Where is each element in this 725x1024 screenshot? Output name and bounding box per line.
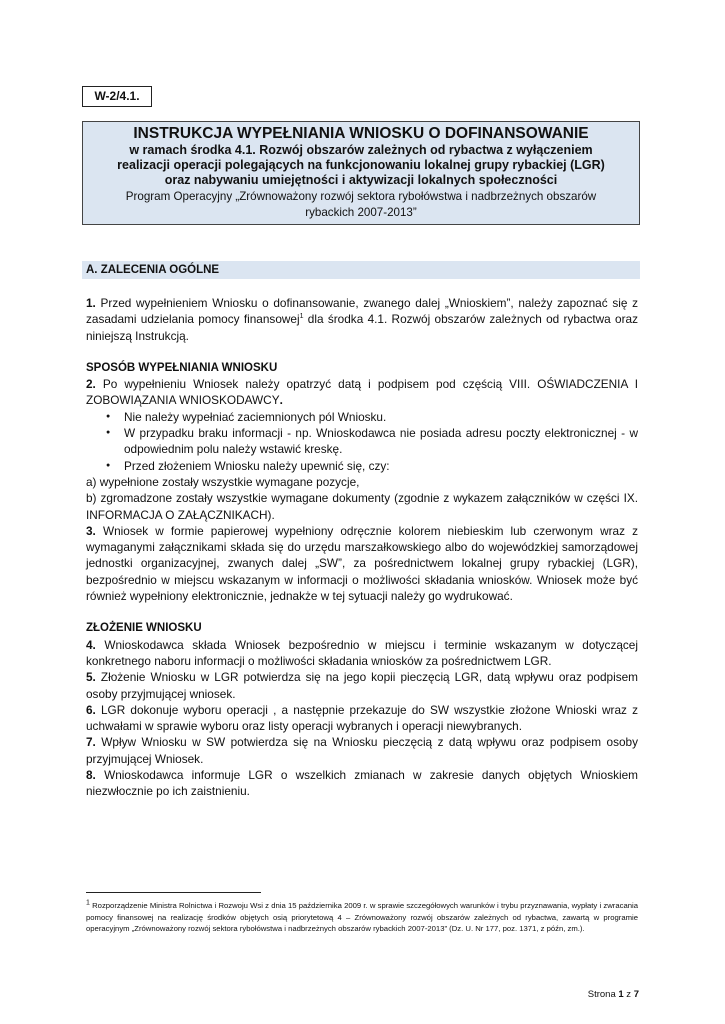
paragraph-1-number: 1. <box>86 296 96 310</box>
document-title: INSTRUKCJA WYPEŁNIANIA WNIOSKU O DOFINANSOWANIE <box>133 125 589 142</box>
main-text <box>86 295 638 800</box>
bullet-item-3-text: ● Przed złożeniem Wniosku należy upewnić się, czy: <box>124 458 390 473</box>
bullet-item-1 <box>86 409 638 425</box>
paragraph-7-number: 7. <box>86 735 96 750</box>
page-number-separator: z <box>623 989 634 1000</box>
check-a: a) wypełnione zostały wszystkie wymagane pozycje, <box>86 474 360 489</box>
program-line-1: Program Operacyjny „Zrównoważony rozwój sektora rybołówstwa i nadbrzeżnych obszarów <box>125 190 597 203</box>
footnote <box>86 900 638 935</box>
paragraph-1 <box>86 295 638 344</box>
page-number <box>588 989 639 1000</box>
section-a-label: A. ZALECENIA OGÓLNE <box>86 264 220 276</box>
title-line-1: w ramach środka 4.1. Rozwój obszarów zależnych od rybactwa z wyłączeniem <box>129 143 593 157</box>
paragraph-4-text: Wnioskodawca składa Wniosek bezpośrednio w miejscu i terminie wskazanym w dotyczącej konkretnego naboru informacji o możliwości składania wniosków za pośrednictwem LGR. <box>86 637 638 668</box>
paragraph-3-text: Wniosek w formie papierowej wypełniony odręcznie kolorem niebieskim lub czerwonym wraz z wymaganymi załącznikami składa się do urzędu marszałkowskiego albo do wojewódzkiej samorządowej jednostki organizacyjnej, zwanych dalej „SW”, za pośrednictwem lokalnej grupy rybackiej (LGR), bezpośrednio w miejscu wskazanym w informacji o możliwości składania wniosków. Wniosek może być również wypełniony elektronicznie, jednakże w tej sytuacji należy go wydrukować. <box>86 523 638 604</box>
paragraph-5-text: Złożenie Wniosku w LGR potwierdza się na jego kopii pieczęcią LGR, datą wpływu oraz podpisem osoby przyjmującej wniosek. <box>86 670 638 701</box>
zlozenie-heading: ZŁOŻENIE WNIOSKU <box>86 622 202 635</box>
paragraph-1-text-a: Przed wypełnieniem Wniosku o dofinansowanie, zwanego dalej „Wnioskiem”, należy zapoznać się z zasadami udzielania pomocy finansowej <box>86 296 638 327</box>
paragraph-8-text: Wnioskodawca informuje LGR o wszelkich zmianach w zakresie danych objętych Wnioskiem niezwłocznie po ich zaistnieniu. <box>86 768 638 799</box>
paragraph-1-text-b: dla środka 4.1. Rozwój obszarów zależnych od rybactwa oraz niniejszą Instrukcją. <box>86 312 638 343</box>
paragraph-8 <box>86 767 638 800</box>
page-number-current: 1 <box>618 989 624 1000</box>
page-number-label: Strona <box>587 989 619 1000</box>
check-b: b) zgromadzone zostały wszystkie wymagane dokumenty (zgodnie z wykazem załączników w części IX. INFORMACJA O ZAŁĄCZNIKACH). <box>86 491 638 522</box>
footnote-mark: 1 <box>86 899 90 907</box>
document-code: W-2/4.1. <box>82 86 152 107</box>
footnote-divider <box>86 892 261 893</box>
sposob-heading: SPOSÓB WYPEŁNIANIA WNIOSKU <box>86 361 278 374</box>
paragraph-8-number: 8. <box>86 768 96 783</box>
title-line-3: oraz nabywaniu umiejętności i aktywizacji lokalnych społeczności <box>164 173 558 187</box>
paragraph-5-number: 5. <box>86 670 96 685</box>
paragraph-4 <box>86 637 638 670</box>
paragraph-2-number: 2. <box>86 377 96 392</box>
paragraph-6 <box>86 702 638 735</box>
paragraph-2-text: Po wypełnieniu Wniosek należy opatrzyć datą i podpisem pod częścią VIII. OŚWIADCZENIA I ZOBOWIĄZANIA WNIOSKODAWCY <box>86 377 638 408</box>
footnote-text: Rozporządzenie Ministra Rolnictwa i Rozwoju Wsi z dnia 15 października 2009 r. w sprawie szczegółowych warunków i trybu przyznawania, wypłaty i zwracania pomocy finansowej na realizację środków objętych osią priorytetową 4 – Zrównoważony rozwój obszarów zależnych od rybactwa, zawartą w programie operacyjnym „Zrównoważony rozwój sektora rybołówstwa i nadbrzeżnych obszarów rybackich 2007-2013” (Dz. U. Nr 177, poz. 1371, z późn, zm.). <box>86 901 638 934</box>
paragraph-7-text: Wpływ Wniosku w SW potwierdza się na Wniosku pieczęcią z datą wpływu oraz podpisem osoby przyjmującej Wniosek. <box>86 735 638 766</box>
program-line-2: rybackich 2007-2013” <box>305 206 417 219</box>
paragraph-7 <box>86 734 638 767</box>
paragraph-2-dot: . <box>279 393 283 408</box>
title-box <box>82 121 640 225</box>
paragraph-6-number: 6. <box>86 702 96 717</box>
bullet-item-1-text: ● Nie należy wypełniać zaciemnionych pól Wniosku. <box>124 409 387 424</box>
paragraph-3 <box>86 523 638 604</box>
paragraph-4-number: 4. <box>86 637 96 652</box>
paragraph-6-text: LGR dokonuje wyboru operacji , a następnie przekazuje do SW wszystkie złożone Wnioski wraz z uchwałami w sprawie wyboru oraz listy operacji wybranych i operacji niewybranych. <box>86 702 638 734</box>
paragraph-5 <box>86 669 638 702</box>
page-number-total: 7 <box>633 989 639 1000</box>
bullet-item-2 <box>86 425 638 458</box>
footnote-ref[interactable]: 1 <box>299 313 304 321</box>
bullet-item-3 <box>86 458 638 474</box>
section-a-heading <box>82 261 640 279</box>
paragraph-2 <box>86 376 638 409</box>
title-line-2: realizacji operacji polegających na funkcjonowaniu lokalnej grupy rybackiej (LGR) <box>117 158 605 172</box>
paragraph-3-number: 3. <box>86 523 96 538</box>
bullet-item-2-text: ● W przypadku braku informacji - np. Wnioskodawca nie posiada adresu poczty elektronicznej - w odpowiednim polu należy wstawić kreskę. <box>124 426 638 457</box>
